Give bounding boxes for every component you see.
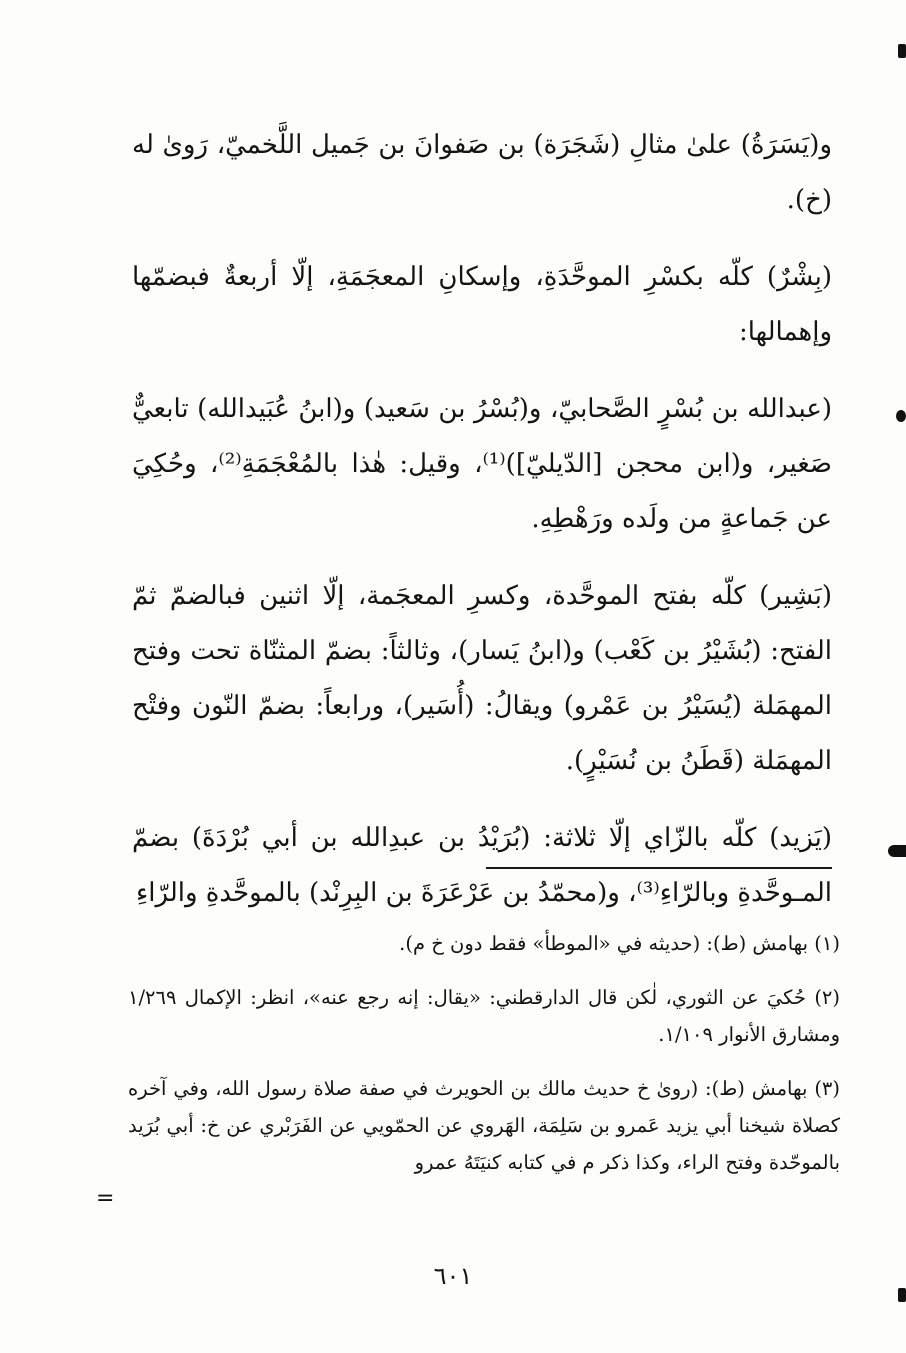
- page-number: ٦٠١: [433, 1262, 473, 1290]
- paragraph: و(يَسَرَةُ) علىٰ مثالِ (شَجَرَة) بن صَفوانَ بن جَميل اللَّخميّ، رَوىٰ له (خ).: [132, 130, 832, 215]
- footnote-number: (٢): [814, 986, 841, 1009]
- paragraph: (بِشْرٌ) كلّه بكسْرِ الموحَّدَةِ، وإسكانِ المعجَمَةِ، إلّا أربعةٌ فبضمّها وإهمالها:: [132, 262, 832, 347]
- footnote-separator: [486, 867, 832, 869]
- footnote-text: بهامش (ط): (حديثه في «الموطأ» فقط دون خ م).: [399, 932, 809, 955]
- paragraph: (يَزيد) كلّه بالزّاي إلّا ثلاثة: (بُرَيْدُ بن عبدِالله بن أبي بُرْدَةَ) بضمّ المـوحَّدةِ وبالرّاءِ⁽³⁾، و(محمّدُ بن عَرْعَرَةَ بن البِرِنْد) بالموحَّدةِ والرّاءِ: [132, 823, 832, 908]
- main-text: [132, 118, 832, 943]
- footnote-number: (٣): [814, 1077, 841, 1100]
- footnote: [128, 1070, 840, 1181]
- scan-edge-mark: [896, 410, 906, 422]
- footnote-text: بهامش (ط): (روىٰ خ حديث مالك بن الحويرث في صفة صلاة رسول الله، وفي آخره كصلاة شيخنا أبي يزيد عَمرو بن سَلِمَة، الهَروي عن الحمّويي عن الفَرَبْري عن خ: أبي بُرَيد بالموحّدة وفتح الراء، وكذا ذكر م في كتابه كنيَتَهُ عمرو: [128, 1077, 840, 1174]
- footnote: [128, 925, 840, 962]
- footnotes: [128, 925, 840, 1198]
- scan-edge-mark: [888, 845, 906, 857]
- footnote: [128, 979, 840, 1053]
- footnote-number: (١): [814, 932, 840, 955]
- scan-edge-mark: [898, 1288, 906, 1302]
- paragraph: (بَشِير) كلّه بفتح الموحَّدة، وكسرِ المعجَمة، إلّا اثنين فبالضمّ ثمّ الفتح: (بُشَيْرُ بن كَعْب) و(ابنُ يَسار)، وثالثاً: بضمّ المثنّاة تحت وفتح المهمَلة (يُسَيْرُ بن عَمْرو) ويقالُ: (أُسَير)، ورابعاً: بضمّ النّون وفتْح المهمَلة (قَطَنُ بن نُسَيْرٍ).: [132, 581, 832, 776]
- footnote-text: حُكيَ عن الثوري، لٰكن قال الدارقطني: «يقال: إنه رجع عنه»، انظر: الإكمال ١/٢٦٩ ومشارق الأنوار ١/١٠٩.: [128, 986, 840, 1046]
- paragraph: (عبدالله بن بُسْرٍ الصَّحابيّ، و(بُسْرُ بن سَعيد) و(ابنُ عُبَيدالله) تابعيٌّ صَغير، و(ابن محجن [الدّيليّ])⁽¹⁾، وقيل: هٰذا بالمُعْجَمَةِ⁽²⁾، وحُكِيَ عن جَماعةٍ من ولَده ورَهْطِهِ.: [132, 394, 833, 534]
- continuation-mark: =: [96, 1186, 115, 1211]
- scan-edge-mark: [898, 44, 906, 58]
